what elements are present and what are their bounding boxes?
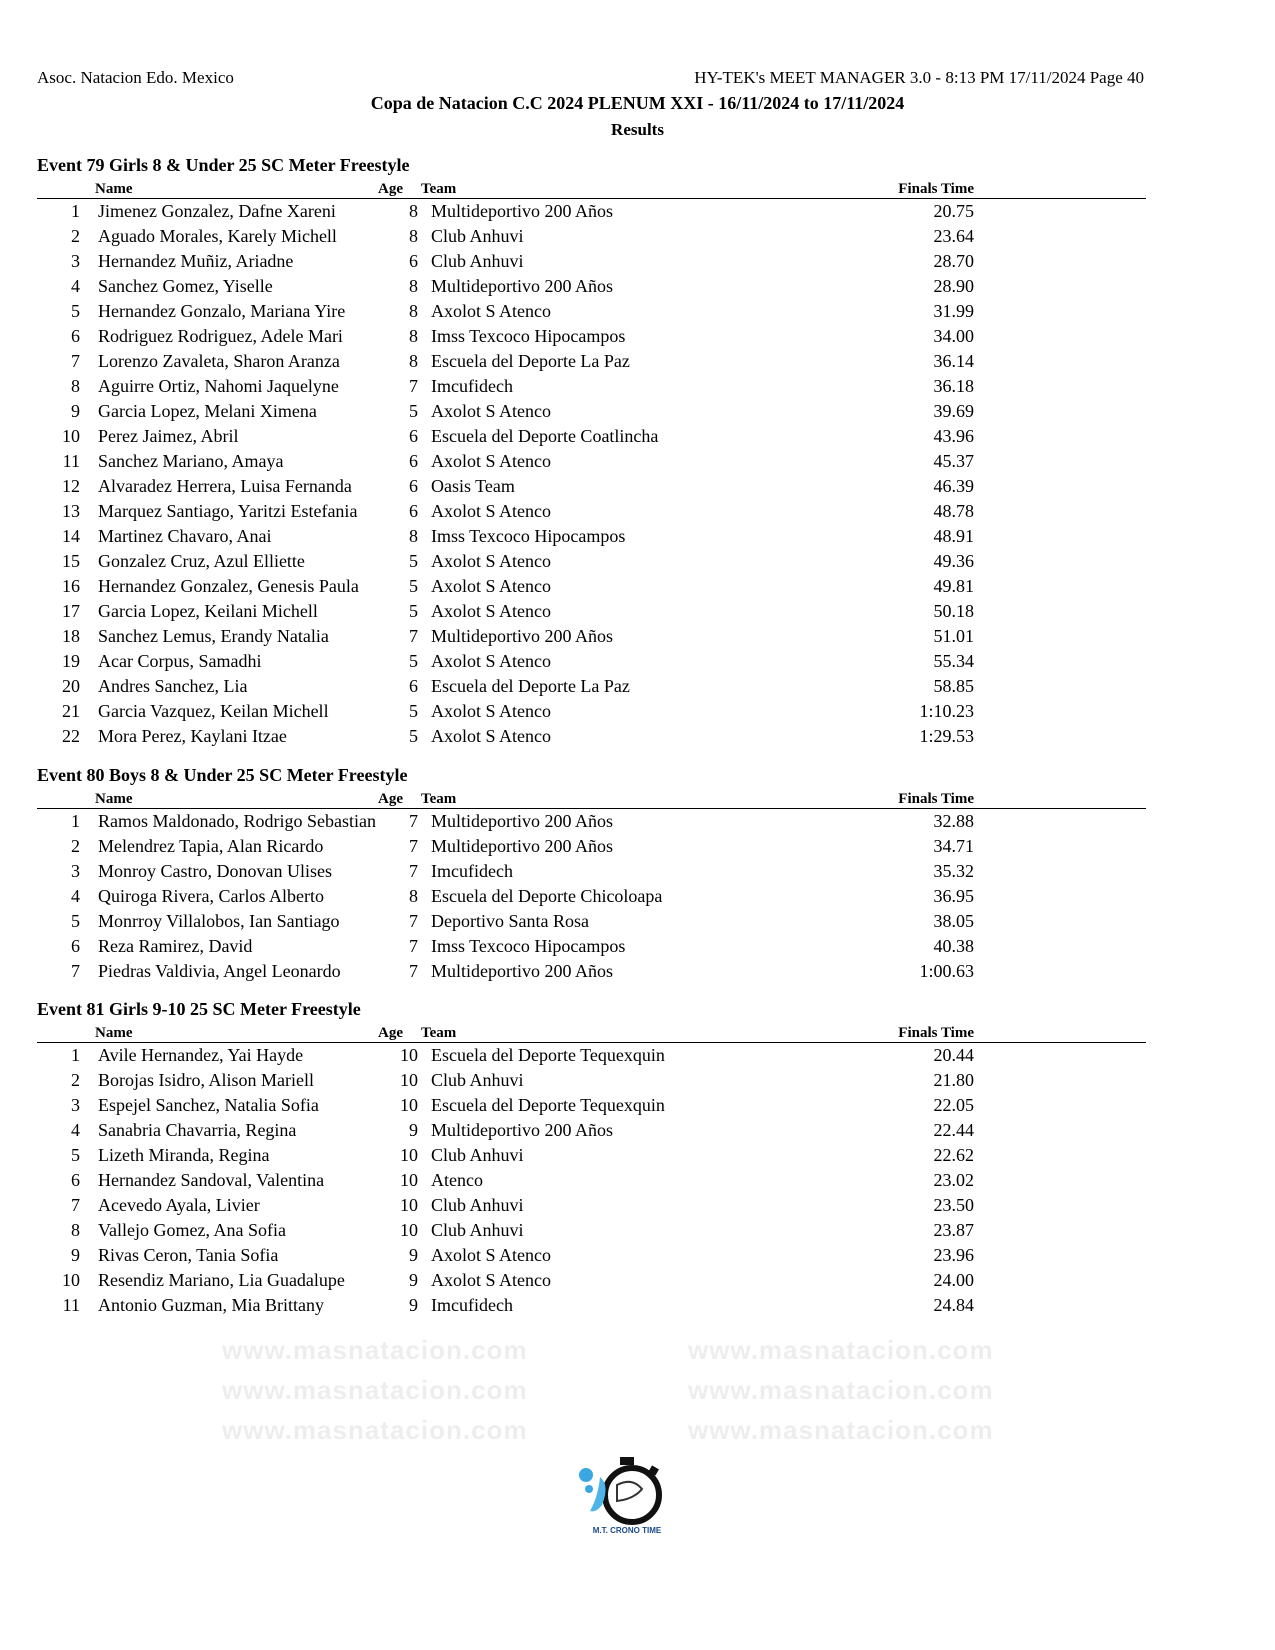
team: Axolot S Atenco [431,651,551,671]
age: 5 [409,551,418,571]
col-team: Team [421,1025,457,1041]
team: Oasis Team [431,476,515,496]
place: 4 [71,1120,80,1140]
place: 21 [62,701,80,721]
team: Imss Texcoco Hipocampos [431,326,626,346]
event-section [37,996,1146,1318]
age: 8 [409,226,418,246]
result-row [37,449,1146,474]
col-age: Age [378,1025,403,1041]
swimmer-name: Garcia Lopez, Melani Ximena [98,401,317,421]
result-row [37,1118,1146,1143]
team: Axolot S Atenco [431,576,551,596]
age: 6 [409,501,418,521]
team: Deportivo Santa Rosa [431,911,589,931]
result-row [37,574,1146,599]
swimmer-name: Sanchez Gomez, Yiselle [98,276,273,296]
swimmer-name: Sanchez Lemus, Erandy Natalia [98,626,329,646]
age: 10 [400,1195,418,1215]
finals-time: 20.44 [933,1045,974,1065]
place: 9 [71,401,80,421]
age: 7 [409,911,418,931]
swimmer-name: Rodriguez Rodriguez, Adele Mari [98,326,343,346]
team: Multideportivo 200 Años [431,201,614,221]
team: Imcufidech [431,1295,513,1315]
age: 9 [409,1295,418,1315]
finals-time: 21.80 [933,1070,974,1090]
result-row [37,1218,1146,1243]
column-headers [37,788,1146,809]
team: Escuela del Deporte Tequexquin [431,1045,665,1065]
finals-time: 46.39 [933,476,974,496]
team: Axolot S Atenco [431,726,551,746]
finals-time: 34.00 [933,326,974,346]
place: 6 [71,936,80,956]
result-row [37,374,1146,399]
result-row [37,699,1146,724]
crono-time-logo [572,1455,682,1535]
team: Axolot S Atenco [431,701,551,721]
place: 2 [71,836,80,856]
col-name: Name [95,181,133,197]
place: 1 [71,201,80,221]
swimmer-name: Vallejo Gomez, Ana Sofia [98,1220,286,1240]
swimmer-name: Marquez Santiago, Yaritzi Estefania [98,501,358,521]
age: 7 [409,861,418,881]
age: 8 [409,351,418,371]
result-row [37,1293,1146,1318]
finals-time: 23.96 [933,1245,974,1265]
team: Escuela del Deporte Chicoloapa [431,886,663,906]
swimmer-name: Garcia Vazquez, Keilan Michell [98,701,329,721]
age: 6 [409,476,418,496]
place: 22 [62,726,80,746]
swimmer-name: Acar Corpus, Samadhi [98,651,262,671]
place: 4 [71,276,80,296]
age: 8 [409,886,418,906]
place: 9 [71,1245,80,1265]
age: 10 [400,1095,418,1115]
watermark: www.masnatacion.com [688,1335,994,1365]
team: Multideportivo 200 Años [431,1120,614,1140]
finals-time: 23.50 [933,1195,974,1215]
team: Axolot S Atenco [431,551,551,571]
result-row [37,1268,1146,1293]
swimmer-name: Espejel Sanchez, Natalia Sofia [98,1095,319,1115]
result-row [37,424,1146,449]
age: 8 [409,301,418,321]
result-row [37,724,1146,749]
age: 8 [409,326,418,346]
meet-title: Copa de Natacion C.C 2024 PLENUM XXI - 16/11/2024 to 17/11/2024 [370,93,905,113]
place: 1 [71,1045,80,1065]
place: 8 [71,1220,80,1240]
team: Imss Texcoco Hipocampos [431,936,626,956]
place: 19 [62,651,80,671]
finals-time: 39.69 [933,401,974,421]
result-row [37,624,1146,649]
swimmer-name: Hernandez Sandoval, Valentina [98,1170,325,1190]
team: Club Anhuvi [431,226,524,246]
result-row [37,809,1146,834]
finals-time: 49.36 [933,551,974,571]
team: Axolot S Atenco [431,1270,551,1290]
age: 8 [409,276,418,296]
watermark: www.masnatacion.com [222,1415,528,1445]
team: Axolot S Atenco [431,301,551,321]
finals-time: 36.18 [933,376,974,396]
place: 10 [62,1270,80,1290]
place: 1 [71,811,80,831]
place: 10 [62,426,80,446]
team: Imcufidech [431,376,513,396]
finals-time: 43.96 [933,426,974,446]
swimmer-name: Perez Jaimez, Abril [98,426,239,446]
finals-time: 24.00 [933,1270,974,1290]
swimmer-name: Alvaradez Herrera, Luisa Fernanda [98,476,352,496]
result-row [37,349,1146,374]
finals-time: 1:29.53 [919,726,974,746]
result-row [37,499,1146,524]
age: 10 [400,1170,418,1190]
age: 10 [400,1145,418,1165]
result-row [37,674,1146,699]
age: 7 [409,811,418,831]
swimmer-name: Sanabria Chavarria, Regina [98,1120,297,1140]
col-team: Team [421,181,457,197]
age: 10 [400,1220,418,1240]
age: 7 [409,936,418,956]
team: Multideportivo 200 Años [431,626,614,646]
col-finals-time: Finals Time [898,181,974,197]
place: 11 [62,1295,80,1315]
age: 7 [409,836,418,856]
result-row [37,299,1146,324]
age: 6 [409,451,418,471]
age: 9 [409,1120,418,1140]
age: 5 [409,701,418,721]
team: Club Anhuvi [431,1195,524,1215]
result-row [37,224,1146,249]
result-row [37,1068,1146,1093]
team: Multideportivo 200 Años [431,836,614,856]
place: 20 [62,676,80,696]
swimmer-name: Andres Sanchez, Lia [98,676,248,696]
swimmer-name: Quiroga Rivera, Carlos Alberto [98,886,324,906]
team: Axolot S Atenco [431,1245,551,1265]
finals-time: 31.99 [933,301,974,321]
event-section [37,152,1146,749]
result-row [37,1043,1146,1068]
team: Escuela del Deporte La Paz [431,676,630,696]
watermark: www.masnatacion.com [688,1415,994,1445]
team: Club Anhuvi [431,251,524,271]
swimmer-name: Jimenez Gonzalez, Dafne Xareni [98,201,336,221]
place: 6 [71,326,80,346]
age: 5 [409,401,418,421]
team: Axolot S Atenco [431,501,551,521]
swimmer-name: Aguirre Ortiz, Nahomi Jaquelyne [98,376,339,396]
results-heading: Results [611,120,664,139]
team: Multideportivo 200 Años [431,811,614,831]
organization-name: Asoc. Natacion Edo. Mexico [37,68,234,87]
finals-time: 1:10.23 [919,701,974,721]
col-team: Team [421,791,457,807]
result-row [37,884,1146,909]
finals-time: 55.34 [933,651,974,671]
logo-caption: M.T. CRONO TIME [592,1526,662,1535]
place: 5 [71,1145,80,1165]
swimmer-name: Monrroy Villalobos, Ian Santiago [98,911,340,931]
finals-time: 22.44 [933,1120,974,1140]
result-row [37,649,1146,674]
finals-time: 28.70 [933,251,974,271]
place: 13 [62,501,80,521]
result-row [37,399,1146,424]
finals-time: 22.05 [933,1095,974,1115]
place: 7 [71,351,80,371]
col-finals-time: Finals Time [898,791,974,807]
col-finals-time: Finals Time [898,1025,974,1041]
age: 10 [400,1070,418,1090]
event-title: Event 81 Girls 9-10 25 SC Meter Freestyle [37,999,361,1019]
age: 5 [409,601,418,621]
column-headers [37,178,1146,199]
finals-time: 51.01 [933,626,974,646]
place: 18 [62,626,80,646]
age: 9 [409,1270,418,1290]
age: 5 [409,651,418,671]
team: Axolot S Atenco [431,401,551,421]
result-row [37,474,1146,499]
finals-time: 50.18 [933,601,974,621]
place: 8 [71,376,80,396]
finals-time: 38.05 [933,911,974,931]
place: 4 [71,886,80,906]
col-age: Age [378,791,403,807]
swimmer-name: Aguado Morales, Karely Michell [98,226,337,246]
finals-time: 36.14 [933,351,974,371]
col-name: Name [95,791,133,807]
finals-time: 24.84 [933,1295,974,1315]
swimmer-name: Hernandez Gonzalo, Mariana Yire [98,301,346,321]
swimmer-name: Melendrez Tapia, Alan Ricardo [98,836,324,856]
swimmer-name: Ramos Maldonado, Rodrigo Sebastian [98,811,376,831]
software-timestamp-page: HY-TEK's MEET MANAGER 3.0 - 8:13 PM 17/11/2024 Page 40 [694,68,1144,87]
team: Escuela del Deporte Tequexquin [431,1095,665,1115]
place: 3 [71,251,80,271]
swimmer-name: Sanchez Mariano, Amaya [98,451,284,471]
age: 7 [409,961,418,981]
team: Escuela del Deporte Coatlincha [431,426,659,446]
finals-time: 1:00.63 [919,961,974,981]
place: 5 [71,301,80,321]
place: 15 [62,551,80,571]
team: Imss Texcoco Hipocampos [431,526,626,546]
team: Club Anhuvi [431,1220,524,1240]
swimmer-name: Garcia Lopez, Keilani Michell [98,601,318,621]
result-row [37,1193,1146,1218]
place: 11 [62,451,80,471]
finals-time: 32.88 [933,811,974,831]
swimmer-name: Acevedo Ayala, Livier [98,1195,260,1215]
result-row [37,274,1146,299]
swimmer-name: Borojas Isidro, Alison Mariell [98,1070,314,1090]
finals-time: 40.38 [933,936,974,956]
team: Axolot S Atenco [431,451,551,471]
swimmer-name: Resendiz Mariano, Lia Guadalupe [98,1270,345,1290]
watermark: www.masnatacion.com [688,1375,994,1405]
team: Escuela del Deporte La Paz [431,351,630,371]
swimmer-name: Gonzalez Cruz, Azul Elliette [98,551,305,571]
result-row [37,834,1146,859]
age: 8 [409,526,418,546]
result-row [37,959,1146,984]
finals-time: 22.62 [933,1145,974,1165]
event-section [37,762,1146,984]
finals-time: 20.75 [933,201,974,221]
place: 16 [62,576,80,596]
watermark: www.masnatacion.com [222,1375,528,1405]
swimmer-name: Monroy Castro, Donovan Ulises [98,861,332,881]
finals-time: 48.91 [933,526,974,546]
finals-time: 49.81 [933,576,974,596]
event-title: Event 79 Girls 8 & Under 25 SC Meter Freestyle [37,155,410,175]
age: 7 [409,376,418,396]
finals-time: 58.85 [933,676,974,696]
event-title: Event 80 Boys 8 & Under 25 SC Meter Freestyle [37,765,408,785]
place: 7 [71,961,80,981]
finals-time: 28.90 [933,276,974,296]
result-row [37,1168,1146,1193]
age: 6 [409,251,418,271]
result-row [37,1143,1146,1168]
col-age: Age [378,181,403,197]
swimmer-name: Rivas Ceron, Tania Sofia [98,1245,279,1265]
place: 7 [71,1195,80,1215]
column-headers [37,1022,1146,1043]
team: Imcufidech [431,861,513,881]
swimmer-name: Lizeth Miranda, Regina [98,1145,270,1165]
place: 2 [71,226,80,246]
result-row [37,599,1146,624]
result-row [37,909,1146,934]
age: 7 [409,626,418,646]
swimmer-name: Antonio Guzman, Mia Brittany [98,1295,324,1315]
result-row [37,549,1146,574]
team: Multideportivo 200 Años [431,961,614,981]
place: 6 [71,1170,80,1190]
swimmer-name: Hernandez Muñiz, Ariadne [98,251,294,271]
col-name: Name [95,1025,133,1041]
age: 10 [400,1045,418,1065]
place: 5 [71,911,80,931]
place: 3 [71,861,80,881]
place: 12 [62,476,80,496]
result-row [37,1243,1146,1268]
result-row [37,1093,1146,1118]
swimmer-name: Martinez Chavaro, Anai [98,526,272,546]
swimmer-name: Mora Perez, Kaylani Itzae [98,726,287,746]
watermark: www.masnatacion.com [222,1335,528,1365]
team: Club Anhuvi [431,1145,524,1165]
finals-time: 23.02 [933,1170,974,1190]
swimmer-name: Avile Hernandez, Yai Hayde [98,1045,304,1065]
result-row [37,859,1146,884]
finals-time: 23.64 [933,226,974,246]
finals-time: 23.87 [933,1220,974,1240]
age: 5 [409,576,418,596]
age: 9 [409,1245,418,1265]
place: 2 [71,1070,80,1090]
age: 8 [409,201,418,221]
finals-time: 45.37 [933,451,974,471]
result-row [37,324,1146,349]
place: 14 [62,526,80,546]
age: 5 [409,726,418,746]
result-row [37,524,1146,549]
finals-time: 34.71 [933,836,974,856]
result-row [37,199,1146,224]
swimmer-name: Piedras Valdivia, Angel Leonardo [98,961,341,981]
finals-time: 35.32 [933,861,974,881]
result-row [37,249,1146,274]
finals-time: 48.78 [933,501,974,521]
result-row [37,934,1146,959]
team: Club Anhuvi [431,1070,524,1090]
team: Atenco [431,1170,483,1190]
age: 6 [409,426,418,446]
age: 6 [409,676,418,696]
finals-time: 36.95 [933,886,974,906]
place: 3 [71,1095,80,1115]
swimmer-name: Hernandez Gonzalez, Genesis Paula [98,576,359,596]
swimmer-name: Reza Ramirez, David [98,936,253,956]
place: 17 [62,601,80,621]
swimmer-name: Lorenzo Zavaleta, Sharon Aranza [98,351,340,371]
team: Axolot S Atenco [431,601,551,621]
team: Multideportivo 200 Años [431,276,614,296]
